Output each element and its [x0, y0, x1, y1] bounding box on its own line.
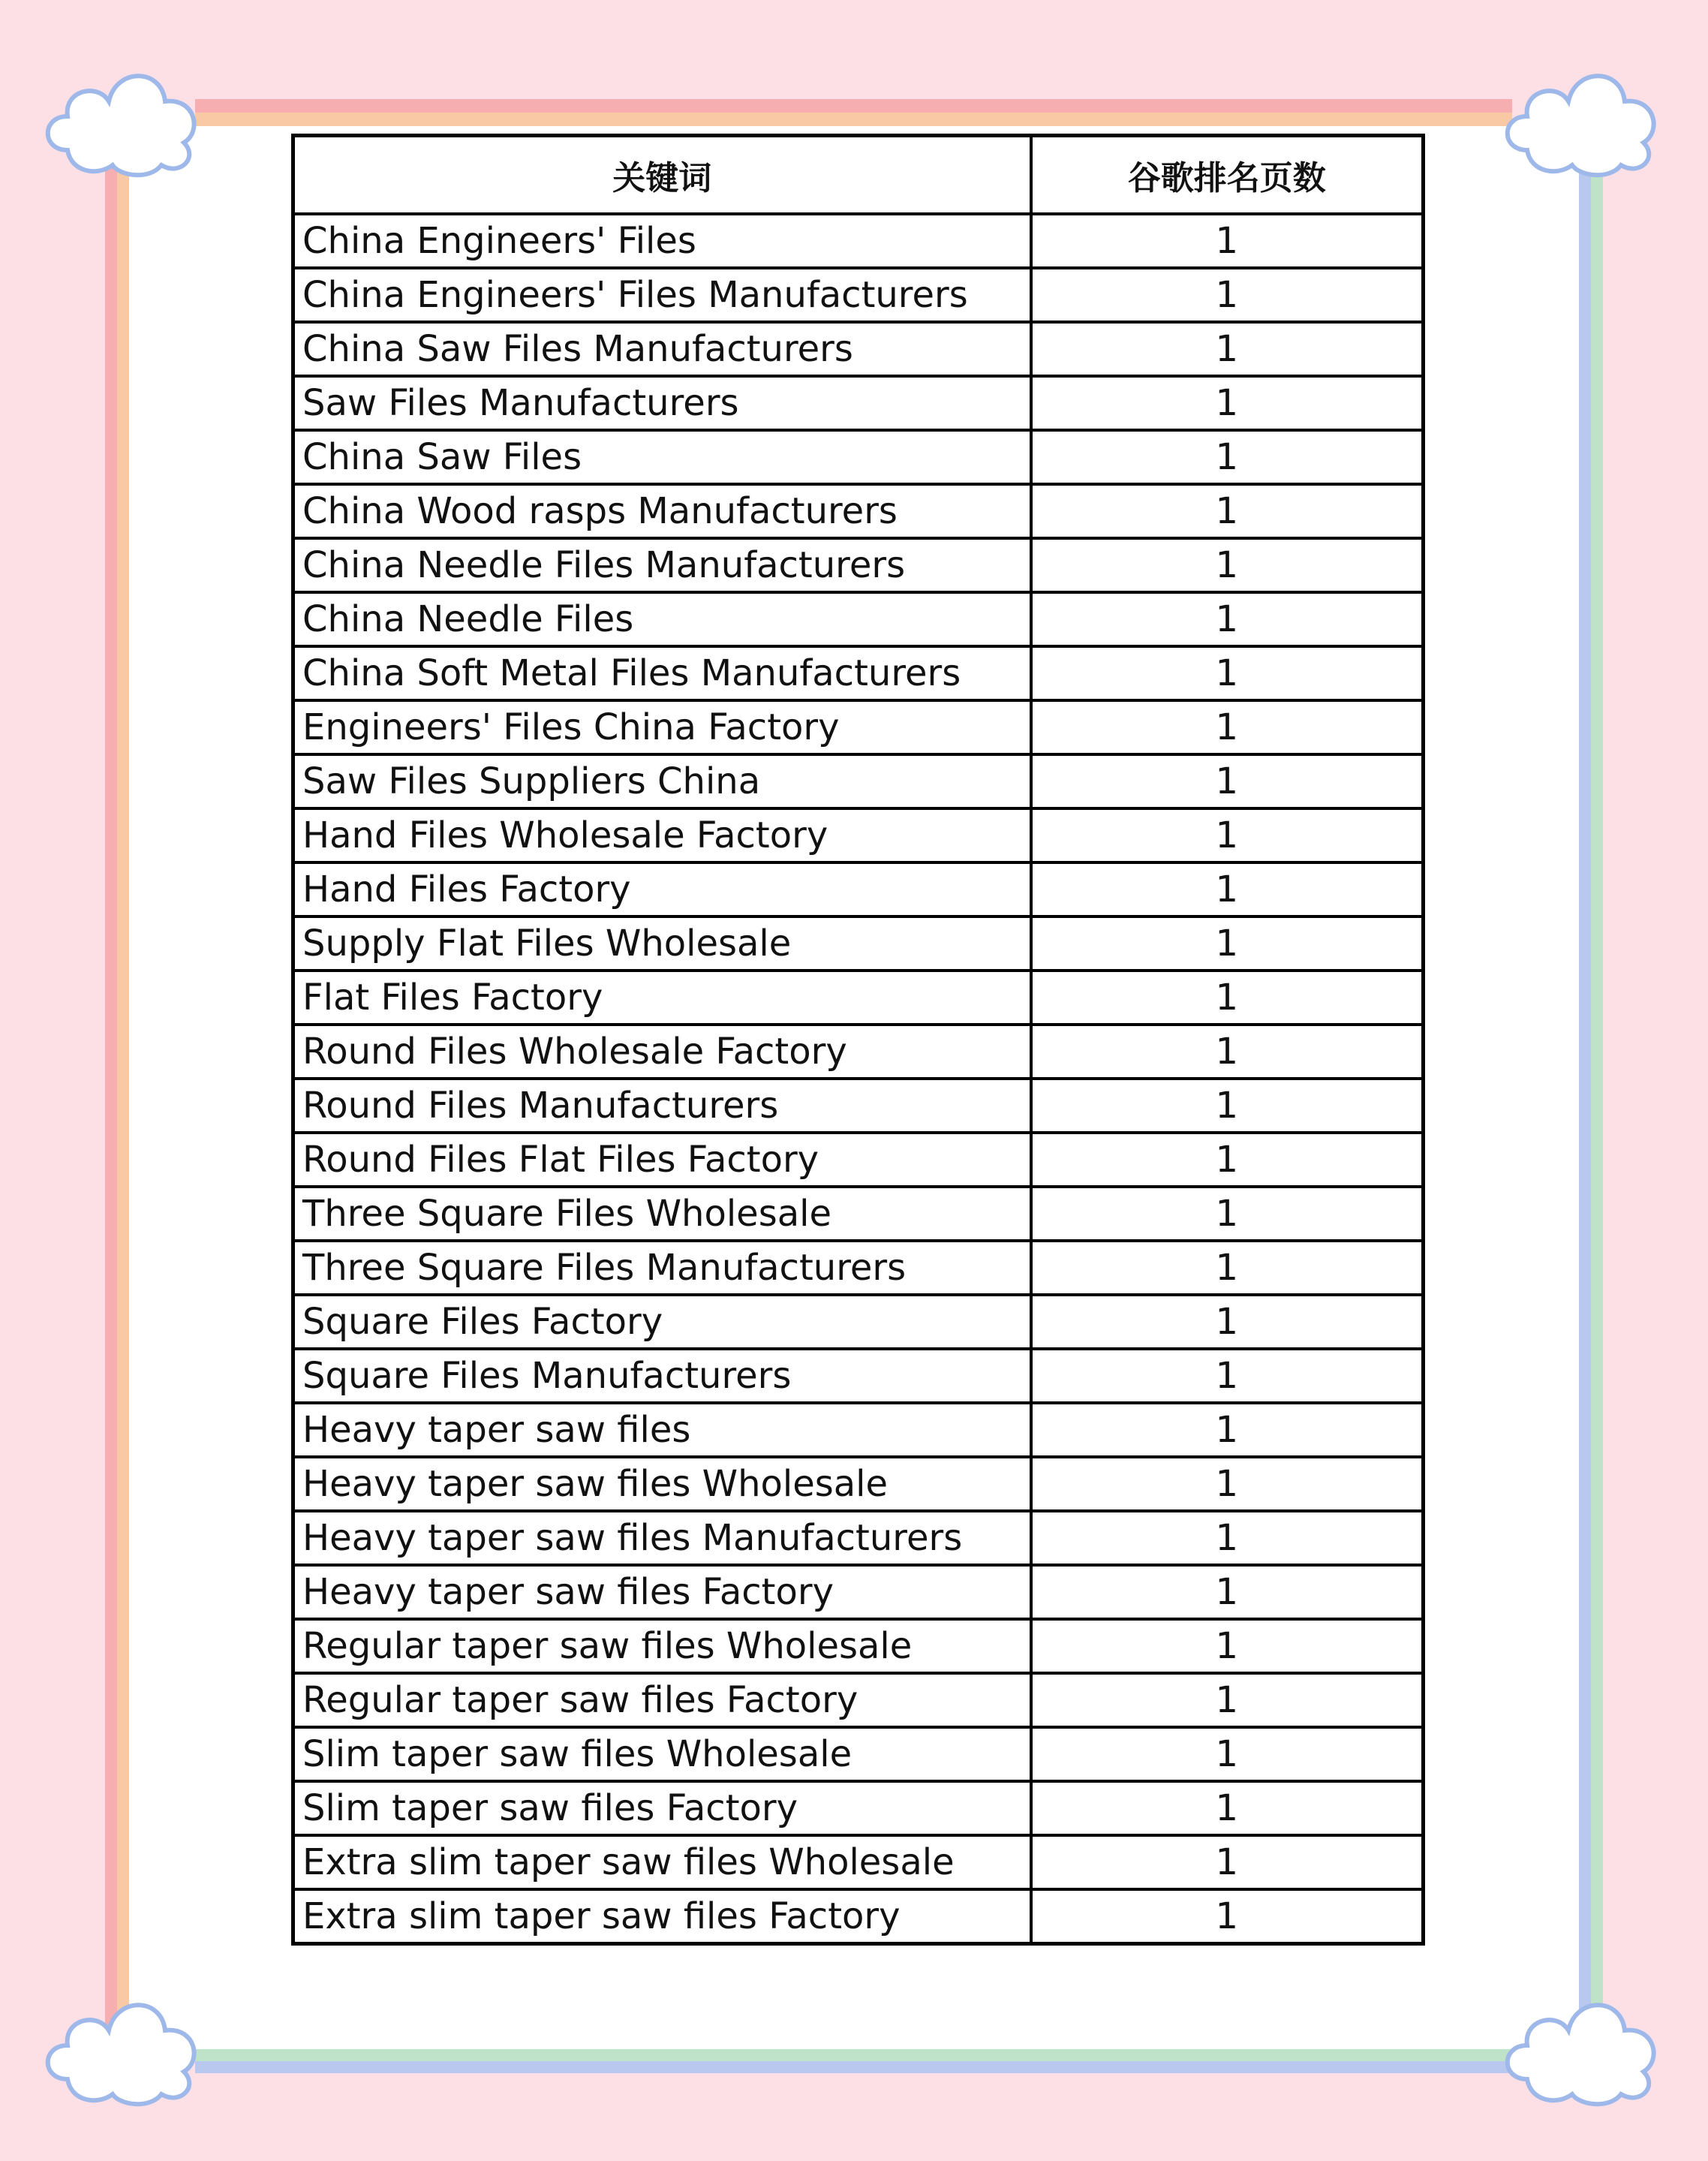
rank-cell: 1: [1031, 376, 1424, 430]
table-row: [293, 1079, 1424, 1133]
table-row: [293, 1511, 1424, 1565]
rank-cell: 1: [1031, 916, 1424, 971]
keyword-cell: China Saw Files: [293, 430, 1031, 484]
keyword-ranking-table: [291, 134, 1425, 1946]
rank-cell: 1: [1031, 971, 1424, 1025]
table-row: [293, 700, 1424, 754]
rank-cell: 1: [1031, 1781, 1424, 1835]
frame-stripe-bottom-green: [195, 2049, 1512, 2061]
table-row: [293, 214, 1424, 268]
rank-cell: 1: [1031, 1835, 1424, 1889]
frame-stripe-top-peach: [195, 113, 1512, 126]
keyword-cell: Extra slim taper saw files Factory: [293, 1889, 1031, 1944]
rank-cell: 1: [1031, 1133, 1424, 1187]
keyword-cell: Heavy taper saw files Wholesale: [293, 1457, 1031, 1511]
table-row: [293, 1025, 1424, 1079]
cloud-icon: [1497, 1982, 1670, 2109]
keyword-cell: China Engineers' Files: [293, 214, 1031, 268]
keyword-cell: Round Files Flat Files Factory: [293, 1133, 1031, 1187]
rank-cell: 1: [1031, 646, 1424, 700]
table-row: [293, 1133, 1424, 1187]
table-row: [293, 1565, 1424, 1619]
rank-page-column-header: 谷歌排名页数: [1031, 136, 1424, 215]
rank-cell: 1: [1031, 1727, 1424, 1781]
cloud-icon: [1497, 53, 1670, 180]
rank-cell: 1: [1031, 1565, 1424, 1619]
table-row: [293, 376, 1424, 430]
table-row: [293, 1295, 1424, 1349]
rank-cell: 1: [1031, 214, 1424, 268]
frame-stripe-left-peach: [117, 161, 129, 2060]
keyword-cell: China Wood rasps Manufacturers: [293, 484, 1031, 538]
keyword-cell: Three Square Files Wholesale: [293, 1187, 1031, 1241]
table-row: [293, 1187, 1424, 1241]
keyword-cell: Square Files Manufacturers: [293, 1349, 1031, 1403]
rank-cell: 1: [1031, 592, 1424, 646]
keyword-cell: Supply Flat Files Wholesale: [293, 916, 1031, 971]
rank-cell: 1: [1031, 430, 1424, 484]
table-row: [293, 808, 1424, 862]
keyword-cell: Slim taper saw files Factory: [293, 1781, 1031, 1835]
keyword-cell: Three Square Files Manufacturers: [293, 1241, 1031, 1295]
keyword-cell: Slim taper saw files Wholesale: [293, 1727, 1031, 1781]
rank-cell: 1: [1031, 1673, 1424, 1727]
table-row: [293, 592, 1424, 646]
table-row: [293, 1349, 1424, 1403]
rank-cell: 1: [1031, 754, 1424, 808]
cloud-icon: [38, 1982, 210, 2109]
rank-cell: 1: [1031, 268, 1424, 322]
keyword-cell: Heavy taper saw files Manufacturers: [293, 1511, 1031, 1565]
keyword-cell: Hand Files Factory: [293, 862, 1031, 916]
table-header-row: [293, 136, 1424, 215]
rank-cell: 1: [1031, 538, 1424, 592]
rank-cell: 1: [1031, 1457, 1424, 1511]
table-row: [293, 322, 1424, 376]
table-row: [293, 646, 1424, 700]
table-row: [293, 1889, 1424, 1944]
frame-stripe-right-blue: [1579, 161, 1591, 2060]
keyword-cell: Extra slim taper saw files Wholesale: [293, 1835, 1031, 1889]
frame-stripe-bottom-blue: [195, 2061, 1512, 2073]
keyword-cell: Engineers' Files China Factory: [293, 700, 1031, 754]
table-row: [293, 1403, 1424, 1457]
keyword-cell: Hand Files Wholesale Factory: [293, 808, 1031, 862]
rank-cell: 1: [1031, 1079, 1424, 1133]
rank-cell: 1: [1031, 1511, 1424, 1565]
table-row: [293, 916, 1424, 971]
table-row: [293, 538, 1424, 592]
rank-cell: 1: [1031, 862, 1424, 916]
keyword-cell: China Needle Files: [293, 592, 1031, 646]
rank-cell: 1: [1031, 1889, 1424, 1944]
table-row: [293, 268, 1424, 322]
rank-cell: 1: [1031, 1295, 1424, 1349]
rank-cell: 1: [1031, 1187, 1424, 1241]
rank-cell: 1: [1031, 1349, 1424, 1403]
keyword-cell: Flat Files Factory: [293, 971, 1031, 1025]
table-row: [293, 1457, 1424, 1511]
table-row: [293, 1619, 1424, 1673]
table-row: [293, 754, 1424, 808]
keyword-cell: Heavy taper saw files Factory: [293, 1565, 1031, 1619]
rank-cell: 1: [1031, 1619, 1424, 1673]
frame-stripe-right-green: [1591, 161, 1603, 2060]
keyword-cell: Round Files Manufacturers: [293, 1079, 1031, 1133]
keyword-cell: China Soft Metal Files Manufacturers: [293, 646, 1031, 700]
rank-cell: 1: [1031, 1403, 1424, 1457]
table-row: [293, 430, 1424, 484]
table-row: [293, 1727, 1424, 1781]
table-row: [293, 1241, 1424, 1295]
frame-stripe-left-pink: [105, 161, 117, 2060]
rank-cell: 1: [1031, 1241, 1424, 1295]
table-row: [293, 1673, 1424, 1727]
table-row: [293, 484, 1424, 538]
rank-cell: 1: [1031, 700, 1424, 754]
keyword-cell: China Engineers' Files Manufacturers: [293, 268, 1031, 322]
keyword-cell: Regular taper saw files Wholesale: [293, 1619, 1031, 1673]
keyword-cell: Square Files Factory: [293, 1295, 1031, 1349]
keyword-column-header: 关键词: [293, 136, 1031, 215]
table-row: [293, 862, 1424, 916]
table-row: [293, 1781, 1424, 1835]
keyword-cell: China Saw Files Manufacturers: [293, 322, 1031, 376]
frame-stripe-top-pink: [195, 99, 1512, 113]
keyword-cell: Regular taper saw files Factory: [293, 1673, 1031, 1727]
rank-cell: 1: [1031, 808, 1424, 862]
table-row: [293, 971, 1424, 1025]
rank-cell: 1: [1031, 484, 1424, 538]
rank-cell: 1: [1031, 322, 1424, 376]
keyword-cell: Round Files Wholesale Factory: [293, 1025, 1031, 1079]
keyword-cell: Heavy taper saw files: [293, 1403, 1031, 1457]
keyword-cell: China Needle Files Manufacturers: [293, 538, 1031, 592]
table-row: [293, 1835, 1424, 1889]
rank-cell: 1: [1031, 1025, 1424, 1079]
cloud-icon: [38, 53, 210, 180]
keyword-cell: Saw Files Manufacturers: [293, 376, 1031, 430]
keyword-cell: Saw Files Suppliers China: [293, 754, 1031, 808]
